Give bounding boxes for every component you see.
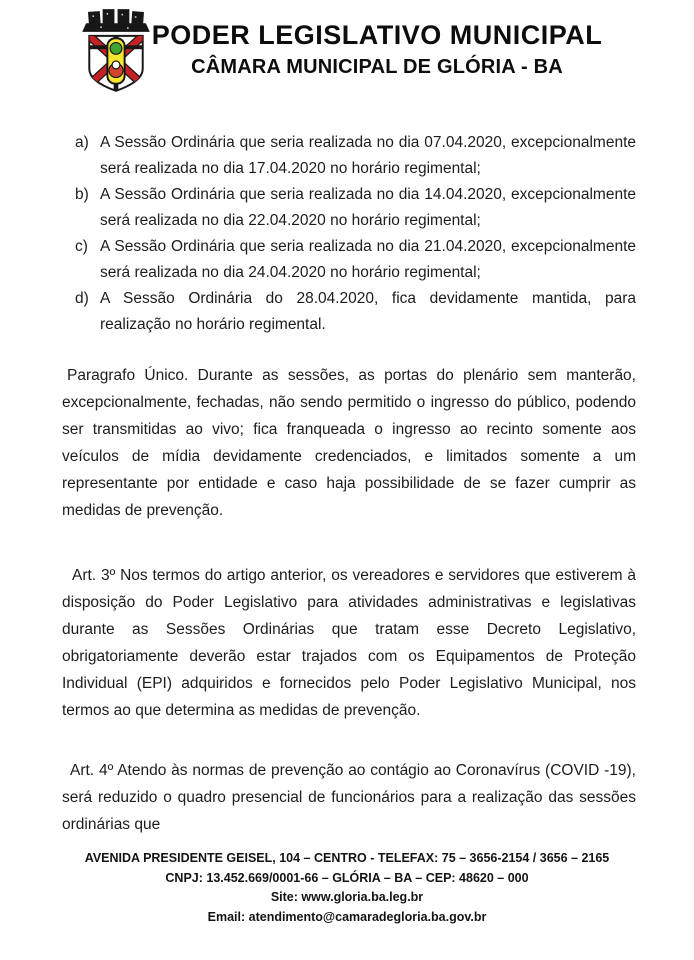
list-item-marker: b) [75,186,89,203]
list-item-d [62,286,636,338]
paragraph-art-4: Art. 4º Atendo às normas de prevenção ao contágio ao Coronavírus (COVID -19), será reduzido o quadro presencial de funcionários para a realização das sessões ordinárias que [62,762,636,833]
list-item-marker: c) [75,238,88,255]
list-item-marker: d) [75,290,89,307]
document-header [60,20,694,79]
list-item-c [62,234,636,286]
list-item-text: A Sessão Ordinária que seria realizada no dia 21.04.2020, excepcionalmente será realizada no dia 24.04.2020 no horário regimental; [100,238,636,281]
paragraph-art-3: Art. 3º Nos termos do artigo anterior, os vereadores e servidores que estiverem à disposição do Poder Legislativo para atividades administrativas e legislativas durante as Sessões Ordinárias que tratam esse Decreto Legislativo, obrigatoriamente deverão estar trajados com os Equipamentos de Proteção Individual (EPI) adquiridos e fornecidos pelo Poder Legislativo Municipal, nos termos ao que determina as medidas de prevenção. [62,567,636,719]
document-footer [0,849,694,927]
footer-line-email: Email: atendimento@camaradegloria.ba.gov.br [207,909,487,924]
document-body [62,130,636,838]
list-item-a [62,130,636,182]
footer-line-site: Site: www.gloria.ba.leg.br [270,890,424,904]
list-item-b [62,182,636,234]
page-title: PODER LEGISLATIVO MUNICIPAL [151,20,603,50]
paragraph-paragrafo-unico: Paragrafo Único. Durante as sessões, as portas do plenário sem manterão, excepcionalmente, fechadas, não sendo permitido o ingresso do público, podendo ser transmitidas ao vivo; fica franqueada o ingresso ao recinto somente aos veículos de mídia devidamente credenciados, e limitados somente a um representante por entidade e caso haja possibilidade de se fazer cumprir as medidas de prevenção. [62,367,636,519]
page-subtitle: CÂMARA MUNICIPAL DE GLÓRIA - BA [191,56,563,78]
footer-line-cnpj: CNPJ: 13.452.669/0001-66 – GLÓRIA – BA – CEP: 48620 – 000 [165,870,529,885]
list-item-marker: a) [75,134,89,151]
list-item-text: A Sessão Ordinária que seria realizada no dia 07.04.2020, excepcionalmente será realizada no dia 17.04.2020 no horário regimental; [100,134,636,177]
list-item-text: A Sessão Ordinária do 28.04.2020, fica devidamente mantida, para realização no horário regimental. [100,290,636,333]
list-item-text: A Sessão Ordinária que seria realizada no dia 14.04.2020, excepcionalmente será realizada no dia 22.04.2020 no horário regimental; [100,186,636,229]
footer-line-address: AVENIDA PRESIDENTE GEISEL, 104 – CENTRO - TELEFAX: 75 – 3656-2154 / 3656 – 2165 [84,851,610,865]
